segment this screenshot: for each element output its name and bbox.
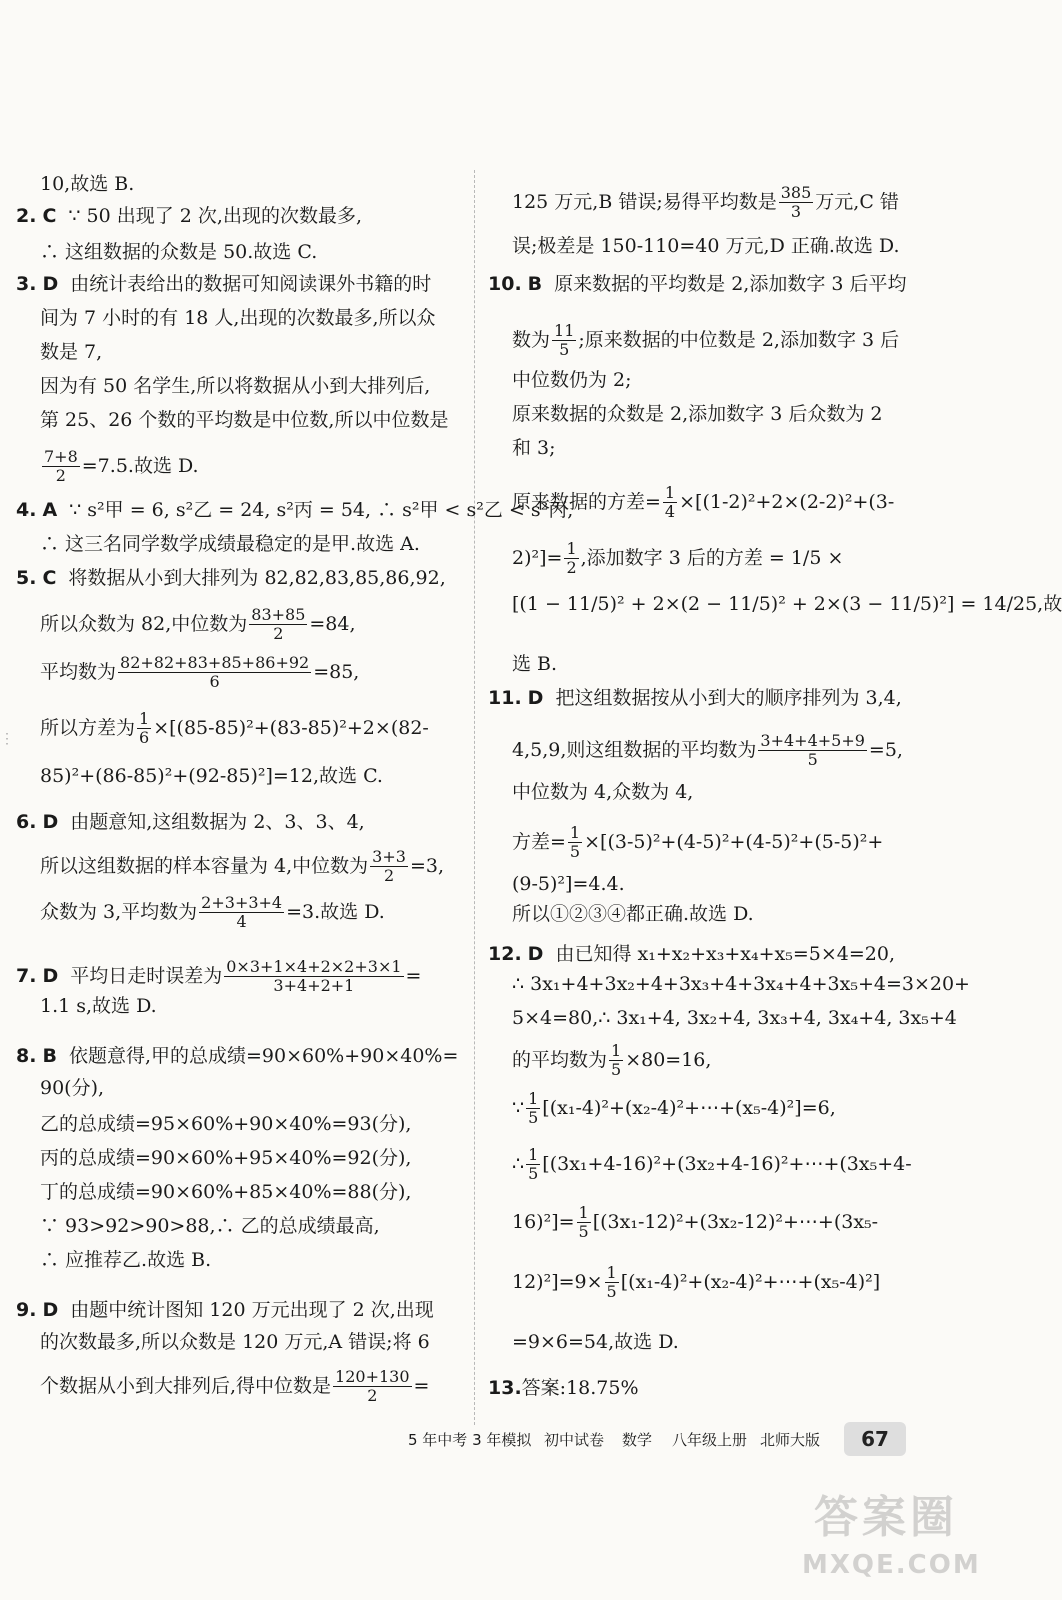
fraction — [199, 894, 284, 932]
text-line — [488, 1330, 679, 1356]
numerator: 7+8 — [44, 447, 78, 466]
column-divider — [474, 170, 475, 1425]
numerator: 1 — [606, 1263, 617, 1282]
text-prefix: 所以众数为 82,中位数为 — [40, 612, 248, 635]
numerator: 1 — [664, 483, 676, 502]
denominator: 3 — [790, 202, 802, 222]
text-line — [488, 368, 632, 394]
numerator: 1 — [139, 709, 150, 728]
text-body: [(3x₁-12)²+(3x₂-12)²+⋯+(3x₅- — [592, 1210, 879, 1233]
numerator: 1 — [569, 823, 581, 842]
answer-letter: B — [42, 1045, 57, 1067]
text-line — [488, 902, 754, 928]
watermark-line2: MXQE.COM — [802, 1550, 981, 1580]
page-number: 67 — [844, 1422, 906, 1456]
text-line — [16, 654, 359, 692]
numerator: 82+82+83+85+86+92 — [120, 653, 310, 672]
text-body: 答案:18.75% — [521, 1377, 639, 1399]
text-line — [16, 1248, 211, 1274]
fraction — [526, 1146, 540, 1184]
text-body: [(1 − 11/5)² + 2×(2 − 11/5)² + 2×(3 − 11/5)²] = 14/25,故 — [512, 593, 1062, 615]
text-line — [16, 710, 429, 748]
text-body: ,添加数字 3 后的方差 = 1/5 × — [580, 546, 844, 569]
denominator: 5 — [611, 1060, 622, 1080]
question-number: 9. — [16, 1299, 37, 1321]
fraction — [552, 322, 576, 360]
text-prefix: ∴ — [512, 1152, 525, 1175]
fraction — [249, 606, 307, 644]
fraction — [568, 824, 582, 862]
text-body: ×[(1-2)²+2×(2-2)²+(3- — [679, 490, 895, 513]
text-body: = — [405, 964, 422, 987]
fraction — [564, 540, 578, 578]
text-body: 10,故选 B. — [40, 173, 135, 195]
text-body: 由题中统计图知 120 万元出现了 2 次,出现 — [70, 1299, 434, 1321]
text-body: 丙的总成绩=90×60%+95×40%=92(分), — [40, 1147, 412, 1169]
text-line — [16, 408, 448, 434]
text-prefix: 所以方差为 — [40, 716, 136, 739]
text-line — [16, 566, 446, 592]
text-body: 误;极差是 150-110=40 万元,D 正确.故选 D. — [512, 235, 900, 257]
denominator: 6 — [139, 728, 150, 748]
denominator: 4 — [236, 912, 247, 932]
text-body: =5, — [868, 738, 903, 761]
text-line — [488, 1146, 912, 1184]
text-line — [488, 652, 557, 678]
text-body: 把这组数据按从小到大的顺序排列为 3,4, — [555, 687, 902, 709]
text-prefix: 数为 — [512, 328, 551, 351]
text-line — [16, 894, 385, 932]
text-body: 万元,C 错 — [815, 190, 899, 213]
answer-letter: A — [42, 499, 58, 521]
page-footer — [408, 1424, 908, 1454]
text-prefix: 平均数为 — [40, 660, 117, 683]
fraction — [370, 848, 408, 886]
text-body: [(x₁-4)²+(x₂-4)²+⋯+(x₅-4)²]=6, — [542, 1096, 836, 1119]
answer-letter: D — [42, 964, 59, 987]
text-body: 85)²+(86-85)²+(92-85)²]=12,故选 C. — [40, 765, 383, 787]
fraction — [224, 958, 403, 996]
text-body: [(3x₁+4-16)²+(3x₂+4-16)²+⋯+(3x₅+4- — [542, 1152, 912, 1175]
text-line — [488, 972, 970, 998]
question-number: 4. — [16, 499, 37, 521]
text-body: 因为有 50 名学生,所以将数据从小到大排列后, — [40, 375, 431, 397]
text-body: 和 3; — [512, 437, 556, 459]
question-number: 2. — [16, 205, 37, 227]
text-body: =3, — [409, 854, 444, 877]
text-line — [488, 540, 843, 578]
text-body: 由已知得 x₁+x₂+x₃+x₄+x₅=5×4=20, — [555, 943, 895, 965]
text-line — [488, 1264, 880, 1302]
text-line — [16, 994, 157, 1020]
text-line — [16, 306, 436, 332]
text-body: =84, — [309, 612, 356, 635]
footer-edition: 北师大版 — [760, 1431, 821, 1449]
text-body: ∴ 3x₁+4+3x₂+4+3x₃+4+3x₄+4+3x₅+4=3×20+ — [512, 973, 970, 995]
text-line — [488, 592, 1062, 618]
text-line — [488, 780, 693, 806]
question-number: 7. — [16, 964, 37, 987]
footer-type: 初中试卷 — [544, 1431, 605, 1449]
footer-series: 5 年中考 3 年模拟 — [408, 1431, 532, 1449]
text-body: 1.1 s,故选 D. — [40, 995, 157, 1017]
fraction — [333, 1368, 411, 1406]
text-line — [16, 848, 444, 886]
denominator: 6 — [209, 672, 220, 692]
question-number: 3. — [16, 273, 37, 295]
denominator: 5 — [528, 1108, 539, 1128]
numerator: 3+4+4+5+9 — [760, 731, 865, 750]
text-line — [16, 204, 362, 230]
text-body: ∴ 这三名同学数学成绩最稳定的是甲.故选 A. — [40, 533, 420, 555]
watermark-line1: 答案圈 — [814, 1492, 958, 1543]
denominator: 2 — [55, 466, 66, 486]
text-body: 90(分), — [40, 1077, 105, 1099]
text-body: 第 25、26 个数的平均数是中位数,所以中位数是 — [40, 409, 449, 431]
fraction — [663, 484, 677, 522]
text-body: 乙的总成绩=95×60%+90×40%=93(分), — [40, 1113, 412, 1135]
text-body: 5×4=80,∴ 3x₁+4, 3x₂+4, 3x₃+4, 3x₄+4, 3x₅+4 — [512, 1007, 957, 1029]
text-line — [16, 1330, 430, 1356]
text-prefix: 12)²]=9× — [512, 1270, 603, 1293]
text-line — [488, 322, 899, 360]
numerator: 385 — [780, 183, 812, 202]
numerator: 0×3+1×4+2×2+3×1 — [226, 957, 402, 976]
text-body: =3.故选 D. — [286, 900, 385, 923]
fraction — [609, 1042, 623, 1080]
text-body: 丁的总成绩=90×60%+85×40%=88(分), — [40, 1181, 412, 1203]
text-body: 原来数据的众数是 2,添加数字 3 后众数为 2 — [512, 403, 883, 425]
numerator: 11 — [554, 321, 575, 340]
numerator: 1 — [566, 539, 577, 558]
answer-letter: D — [527, 687, 544, 709]
answer-letter: D — [42, 1299, 59, 1321]
text-line — [16, 1214, 380, 1240]
text-line — [488, 272, 907, 298]
text-prefix: ∵ — [512, 1096, 525, 1119]
text-line — [16, 958, 421, 996]
text-line — [488, 732, 903, 770]
text-body: 中位数为 4,众数为 4, — [512, 781, 694, 803]
text-prefix: 方差= — [512, 830, 566, 853]
binding-marks: ⋮ — [0, 731, 14, 747]
denominator: 2 — [383, 866, 395, 886]
denominator: 2 — [566, 558, 577, 578]
text-body: 将数据从小到大排列为 82,82,83,85,86,92, — [68, 567, 446, 589]
text-line — [488, 1042, 711, 1080]
numerator: 1 — [611, 1041, 622, 1060]
text-prefix: 2)²]= — [512, 546, 563, 569]
fraction — [42, 448, 80, 486]
answer-letter: D — [527, 943, 544, 965]
fraction — [118, 654, 311, 692]
text-body: ×80=16, — [625, 1048, 712, 1071]
text-prefix: 16)²]= — [512, 1210, 575, 1233]
text-prefix: 个数据从小到大排列后,得中位数是 — [40, 1374, 332, 1397]
text-line — [488, 1376, 639, 1402]
text-line — [488, 234, 900, 260]
text-line — [16, 810, 365, 836]
text-body: [(x₁-4)²+(x₂-4)²+⋯+(x₅-4)²] — [620, 1270, 881, 1293]
question-number: 12. — [488, 943, 522, 965]
denominator: 3+4+2+1 — [273, 976, 355, 996]
text-body: ∴ 应推荐乙.故选 B. — [40, 1249, 212, 1271]
question-number: 5. — [16, 567, 37, 589]
text-line — [488, 1204, 878, 1242]
fraction — [577, 1204, 591, 1242]
text-body: 的次数最多,所以众数是 120 万元,A 错误;将 6 — [40, 1331, 430, 1353]
fraction — [779, 184, 814, 222]
question-number: 6. — [16, 811, 37, 833]
text-line — [16, 240, 317, 266]
denominator: 5 — [559, 340, 570, 360]
numerator: 1 — [528, 1145, 539, 1164]
text-line — [16, 1180, 411, 1206]
question-number: 11. — [488, 687, 522, 709]
text-line — [16, 532, 420, 558]
numerator: 1 — [578, 1203, 589, 1222]
text-body: 原来数据的平均数是 2,添加数字 3 后平均 — [554, 273, 907, 295]
text-line — [16, 606, 356, 644]
text-line — [16, 1146, 411, 1172]
answer-letter: D — [42, 273, 59, 295]
fraction — [137, 710, 151, 748]
denominator: 5 — [528, 1164, 539, 1184]
text-body: ;原来数据的中位数是 2,添加数字 3 后 — [578, 328, 900, 351]
text-body: 所以①②③④都正确.故选 D. — [512, 903, 754, 925]
text-body: (9-5)²]=4.4. — [512, 873, 625, 895]
text-line — [488, 402, 882, 428]
fraction — [758, 732, 867, 770]
text-body: =9×6=54,故选 D. — [512, 1331, 679, 1353]
text-line — [16, 1076, 104, 1102]
text-body: 依题意得,甲的总成绩=90×60%+90×40%= — [68, 1045, 459, 1067]
text-line — [16, 448, 199, 486]
text-line — [16, 1298, 434, 1324]
denominator: 5 — [578, 1222, 589, 1242]
numerator: 83+85 — [251, 605, 306, 624]
denominator: 2 — [367, 1386, 378, 1406]
numerator: 120+130 — [335, 1367, 410, 1386]
numerator: 2+3+3+4 — [201, 893, 283, 912]
denominator: 5 — [807, 750, 818, 770]
denominator: 2 — [273, 624, 284, 644]
text-body: ×[(85-85)²+(83-85)²+2×(82- — [153, 716, 429, 739]
text-body: 由统计表给出的数据可知阅读课外书籍的时 — [70, 273, 432, 295]
text-line — [488, 184, 899, 222]
text-body: 数是 7, — [40, 341, 103, 363]
text-body: ∵ s²甲 = 6, s²乙 = 24, s²丙 = 54, ∴ s²甲 < s²乙 < s²丙, — [69, 499, 574, 521]
text-line — [488, 942, 895, 968]
text-body: 由题意知,这组数据为 2、3、3、4, — [70, 811, 365, 833]
text-line — [16, 272, 431, 298]
text-body: 间为 7 小时的有 18 人,出现的次数最多,所以众 — [40, 307, 436, 329]
numerator: 1 — [528, 1089, 539, 1108]
text-line — [16, 340, 102, 366]
text-line — [488, 1090, 836, 1128]
text-prefix: 原来数据的方差= — [512, 490, 661, 513]
text-line — [488, 436, 556, 462]
text-prefix: 所以这组数据的样本容量为 4,中位数为 — [40, 854, 369, 877]
denominator: 5 — [606, 1282, 617, 1302]
text-prefix: 平均日走时误差为 — [70, 964, 223, 987]
fraction — [526, 1090, 540, 1128]
question-number: 10. — [488, 273, 522, 295]
footer-grade: 八年级上册 — [672, 1431, 748, 1449]
text-prefix: 125 万元,B 错误;易得平均数是 — [512, 190, 777, 213]
text-prefix: 4,5,9,则这组数据的平均数为 — [512, 738, 757, 761]
text-line — [488, 1006, 957, 1032]
text-body: ∵ 93>92>90>88,∴ 乙的总成绩最高, — [40, 1215, 380, 1237]
text-line — [16, 764, 383, 790]
text-line — [16, 374, 430, 400]
denominator: 4 — [664, 502, 676, 522]
text-body: =7.5.故选 D. — [81, 454, 199, 477]
answer-letter: C — [42, 567, 57, 589]
text-line — [16, 1112, 411, 1138]
text-body: ∵ 50 出现了 2 次,出现的次数最多, — [68, 205, 362, 227]
text-line — [488, 872, 625, 898]
text-body: =85, — [313, 660, 360, 683]
watermark-logo — [798, 1488, 981, 1588]
text-prefix: 的平均数为 — [512, 1048, 608, 1071]
text-line — [16, 1368, 429, 1406]
text-body: 中位数仍为 2; — [512, 369, 632, 391]
denominator: 5 — [569, 842, 581, 862]
text-line — [16, 172, 134, 198]
text-body: ∴ 这组数据的众数是 50.故选 C. — [40, 241, 318, 263]
text-line — [488, 686, 902, 712]
answer-letter: B — [527, 273, 543, 295]
text-body: ×[(3-5)²+(4-5)²+(4-5)²+(5-5)²+ — [584, 830, 884, 853]
text-body: = — [413, 1374, 430, 1397]
fraction — [605, 1264, 619, 1302]
answer-letter: C — [42, 205, 57, 227]
answer-letter: D — [42, 811, 59, 833]
question-number: 13. — [488, 1377, 522, 1399]
question-number: 8. — [16, 1045, 37, 1067]
numerator: 3+3 — [372, 847, 406, 866]
text-line — [488, 484, 894, 522]
text-prefix: 众数为 3,平均数为 — [40, 900, 198, 923]
text-line — [16, 1044, 458, 1070]
footer-subject: 数学 — [622, 1431, 653, 1449]
text-body: 选 B. — [512, 653, 558, 675]
text-line — [488, 824, 883, 862]
